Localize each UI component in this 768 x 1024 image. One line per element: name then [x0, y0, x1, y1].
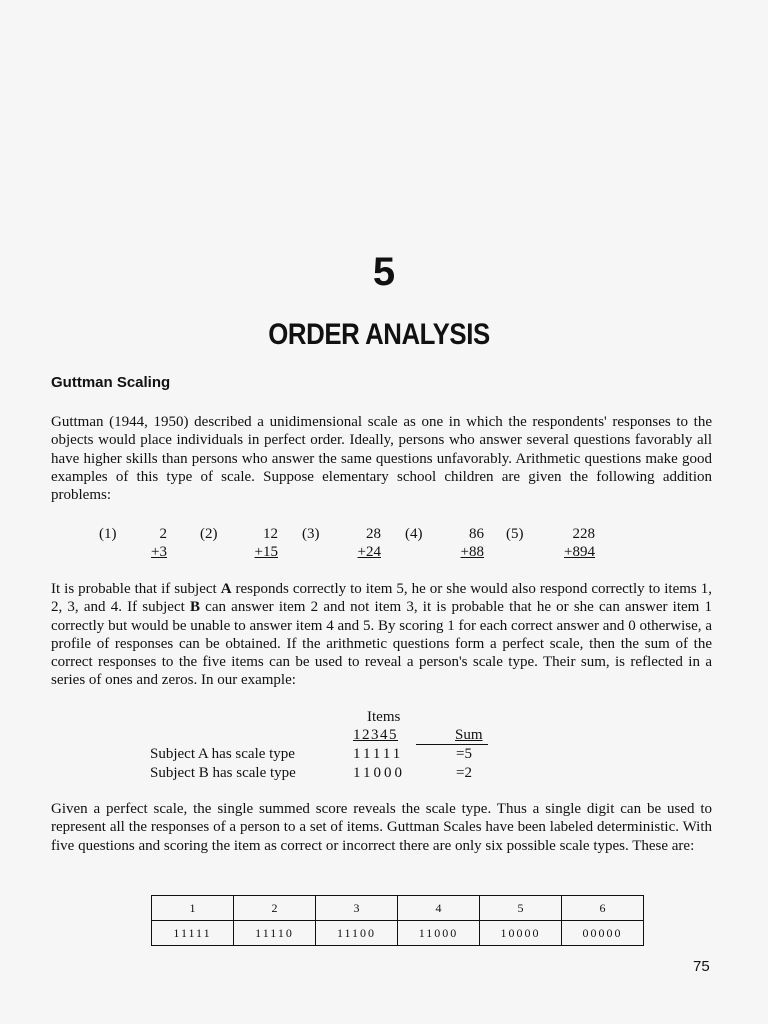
problem-top: 2	[159, 526, 167, 542]
problem-item	[127, 525, 167, 561]
subject-a-label: A	[220, 581, 232, 597]
section-heading: Guttman Scaling	[51, 374, 171, 391]
table-cell: 3	[316, 896, 398, 921]
table-cell: 00000	[562, 921, 644, 946]
table-cell: 10000	[480, 921, 562, 946]
page-number: 75	[693, 958, 710, 975]
problem-label: (2)	[200, 526, 218, 542]
row-sum: =2	[456, 765, 472, 781]
problem-addend: +894	[564, 544, 595, 560]
row-sum: =5	[456, 746, 472, 762]
chapter-title: ORDER ANALYSIS	[268, 318, 490, 351]
problem-item	[238, 525, 278, 561]
table-row	[152, 896, 644, 921]
table-row	[152, 921, 644, 946]
header-rule	[416, 744, 488, 745]
intro-paragraph: Guttman (1944, 1950) described a unidimensional scale as one in which the respondents' responses to the objects would place individuals in perfect order. Ideally, persons who answer several questions favorably all have higher skills than persons who answer the same questions unfavorably. Arithmetic questions make good examples of this type of scale. Suppose elementary school children are given the following addition problems:	[51, 414, 712, 504]
problem-label: (1)	[99, 526, 117, 542]
table-cell: 4	[398, 896, 480, 921]
table-cell: 5	[480, 896, 562, 921]
problem-addend: +88	[460, 544, 484, 560]
paragraph-text: responds correctly to item 5, he or she would also respond correctly to items 1, 2, 3, and 4. If subject	[51, 581, 712, 616]
problem-top: 86	[469, 526, 484, 542]
table-cell: 11100	[316, 921, 398, 946]
perfect-scale-paragraph: Given a perfect scale, the single summed score reveals the scale type. Thus a single digit can be used to represent all the responses of a person to a set of items. Guttman Scales have been labeled deterministic. With five questions and scoring the item as correct or incorrect there are only six possible scale types. These are:	[51, 801, 712, 854]
addition-problems	[0, 525, 768, 565]
table-cell: 11110	[234, 921, 316, 946]
scale-types-table	[151, 895, 644, 946]
table-cell: 2	[234, 896, 316, 921]
problem-item	[341, 525, 381, 561]
problem-item	[555, 525, 595, 561]
table-cell: 11111	[152, 921, 234, 946]
row-pattern: 11111	[353, 746, 404, 762]
problem-top: 12	[263, 526, 278, 542]
profile-paragraph	[51, 580, 712, 690]
problem-label: (3)	[302, 526, 320, 542]
paragraph-text: can answer item 2 and not item 3, it is probable that he or she can answer item 1 correctly but would be unable to answer item 4 and 5. By scoring 1 for each correct answer and 0 otherwise, a profile of responses can be obtained. If the arithmetic questions form a perfect scale, then the sum of the correct responses to the five items can be used to reveal a person's scale type. Their sum, is reflected in a series of ones and zeros. In our example:	[51, 599, 712, 689]
problem-addend: +15	[254, 544, 278, 560]
problem-label: (5)	[506, 526, 524, 542]
sum-header: Sum	[455, 727, 483, 743]
row-label: Subject B has scale type	[150, 765, 296, 781]
table-cell: 1	[152, 896, 234, 921]
problem-top: 28	[366, 526, 381, 542]
paragraph-text: It is probable that if subject	[51, 581, 221, 597]
problem-item	[444, 525, 484, 561]
problem-addend: +24	[357, 544, 381, 560]
table-cell: 11000	[398, 921, 480, 946]
table-cell: 6	[562, 896, 644, 921]
problem-top: 228	[572, 526, 595, 542]
subject-b-label: B	[189, 599, 200, 616]
problem-addend: +3	[151, 544, 167, 560]
problem-label: (4)	[405, 526, 423, 542]
items-header: Items	[367, 709, 401, 725]
row-label: Subject A has scale type	[150, 746, 295, 762]
chapter-number: 5	[372, 250, 396, 294]
row-pattern: 11000	[353, 765, 405, 781]
items-index: 12345	[353, 727, 398, 743]
